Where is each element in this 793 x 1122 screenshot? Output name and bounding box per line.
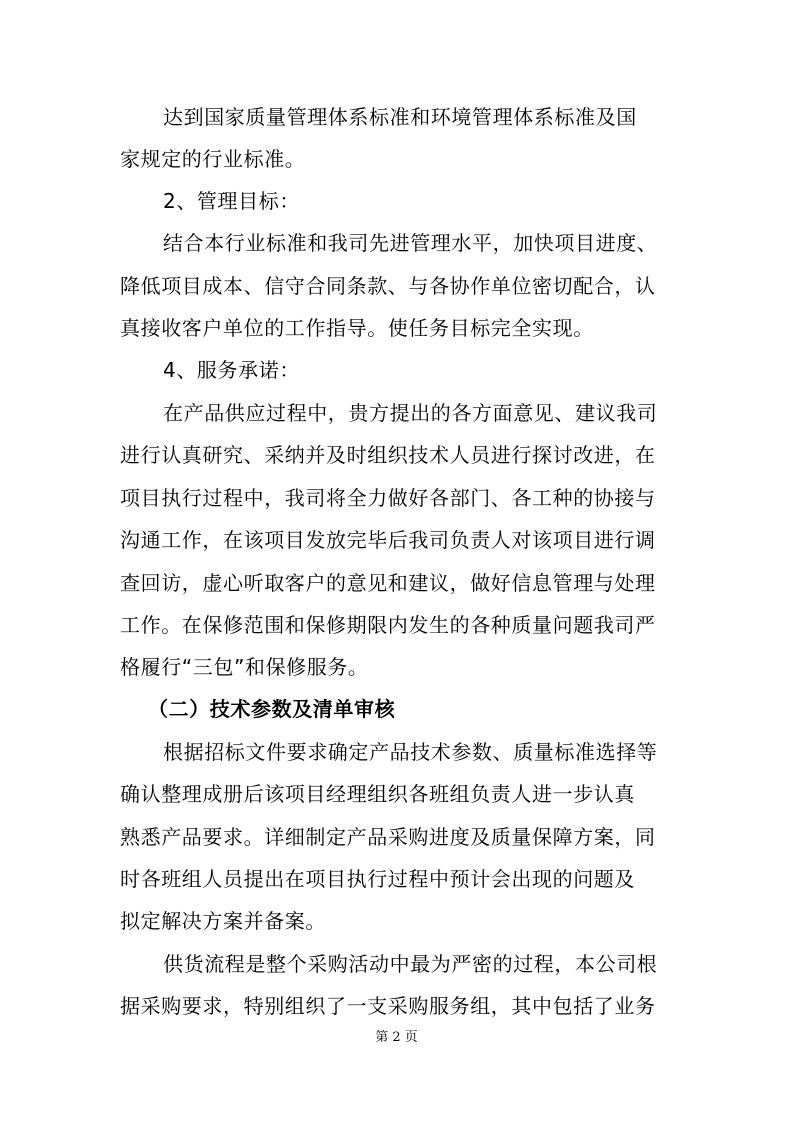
section-heading: 4、服务承诺： [163, 358, 300, 382]
subsection-heading: （二）技术参数及清单审核 [148, 697, 396, 721]
text-line: 达到国家质量管理体系标准和环境管理体系标准及国 [163, 105, 637, 129]
text-line: 进行认真研究、采纳并及时组织技术人员进行探讨改进，在 [120, 443, 656, 467]
text-line: 项目执行过程中，我司将全力做好各部门、各工种的协接与 [120, 486, 656, 510]
text-line: 工作。在保修范围和保修期限内发生的各种质量问题我司严 [120, 613, 656, 637]
text-line: 沟通工作，在该项目发放完毕后我司负责人对该项目进行调 [120, 528, 656, 552]
text-line: 供货流程是整个采购活动中最为严密的过程，本公司根 [163, 952, 658, 976]
text-line: 时各班组人员提出在项目执行过程中预计会出现的问题及 [120, 867, 635, 891]
text-line: 降低项目成本、信守合同条款、与各协作单位密切配合，认 [120, 274, 656, 298]
page-number: 第 2 页 [375, 1030, 418, 1045]
text-line: 真接收客户单位的工作指导。使任务目标完全实现。 [120, 316, 594, 340]
text-line: 根据招标文件要求确定产品技术参数、质量标准选择等 [163, 740, 658, 764]
text-line: 拟定解决方案并备案。 [120, 909, 326, 933]
text-line: 结合本行业标准和我司先进管理水平，加快项目进度、 [163, 231, 658, 255]
text-line: 查回访，虚心听取客户的意见和建议，做好信息管理与处理 [120, 571, 656, 595]
text-line: 确认整理成册后该项目经理组织各班组负责人进一步认真 [120, 782, 635, 806]
text-line: 家规定的行业标准。 [120, 147, 306, 171]
text-line: 熟悉产品要求。详细制定产品采购进度及质量保障方案，同 [120, 825, 656, 849]
section-heading: 2、管理目标： [163, 189, 300, 213]
text-line: 格履行“三包”和保修服务。 [120, 655, 369, 679]
text-line: 在产品供应过程中，贵方提出的各方面意见、建议我司 [163, 401, 658, 425]
text-line: 据采购要求，特别组织了一支采购服务组，其中包括了业务 [120, 994, 656, 1018]
